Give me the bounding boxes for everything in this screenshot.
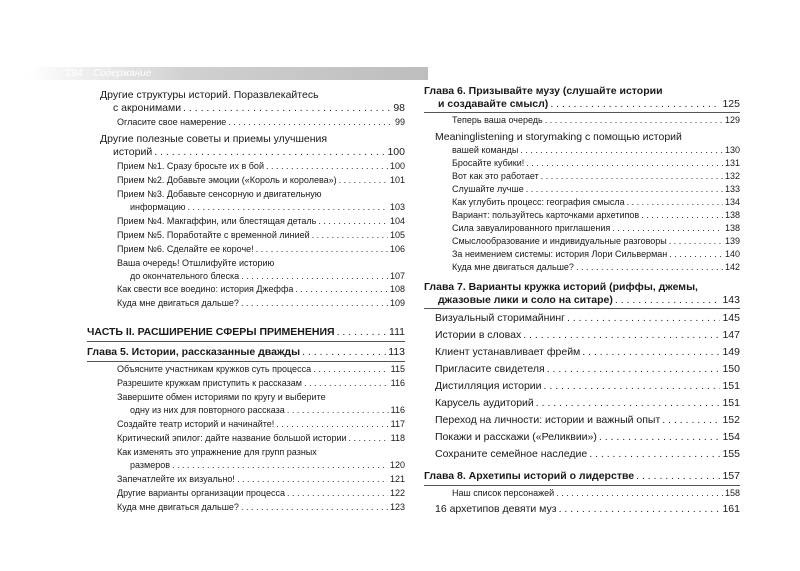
toc-entry[interactable]: Куда мне двигаться дальше? . . . 123 [117,502,405,513]
toc-entry[interactable]: информацию . . . 103 [130,202,405,213]
toc-entry[interactable]: Критический эпилог: дайте название большой истории . . . 118 [117,433,405,444]
toc-entry[interactable]: Куда мне двигаться дальше? . . . 142 [452,262,740,273]
toc-entry[interactable]: Покажи и расскажи («Реликвии») . . . 154 [435,432,740,443]
toc-entry[interactable]: Переход на личности: истории и важный опыт . . . 152 [435,415,740,426]
toc-entry[interactable]: Объясните участникам кружков суть процесса . . . 115 [117,364,405,375]
toc-entry-line: Другие структуры историй. Поразвлекайтесь [100,89,319,101]
toc-entry-line: Прием №3. Добавьте сенсорную и двигательную [117,189,322,199]
toc-entry-line: Завершите обмен историями по кругу и выберите [117,392,326,402]
toc-entry[interactable]: одну из них для повторного рассказа . . . 116 [130,405,405,416]
divider [424,308,740,309]
toc-chapter-heading[interactable]: джазовые лики и соло на ситаре) . . . 143 [438,295,740,306]
toc-chapter-heading-line: Глава 6. Призывайте музу (слушайте истории [424,85,663,97]
toc-part-heading[interactable]: ЧАСТЬ II. РАСШИРЕНИЕ СФЕРЫ ПРИМЕНЕНИЯ . . . 111 [87,327,405,338]
toc-entry[interactable]: Теперь ваша очередь . . . 129 [452,115,740,126]
divider [87,361,405,362]
toc-entry[interactable]: Пригласите свидетеля . . . 150 [435,364,740,375]
toc-chapter-heading-line: Глава 7. Варианты кружка историй (риффы, джемы, [424,281,698,293]
page-number: 284 [66,68,83,79]
section-title: Содержание [93,68,152,79]
toc-entry[interactable]: Дистилляция истории . . . 151 [435,381,740,392]
toc-entry[interactable]: Вариант: пользуйтесь карточками архетипов . . . 138 [452,210,740,221]
toc-entry-line: Другие полезные советы и приемы улучшения [100,133,328,145]
toc-entry[interactable]: вашей команды . . . 130 [452,145,740,156]
divider [87,341,405,342]
toc-entry[interactable]: Бросайте кубики! . . . 131 [452,158,740,169]
toc-entry[interactable]: Другие варианты организации процесса . . . 122 [117,488,405,499]
toc-entry[interactable]: Клиент устанавливает фрейм . . . 149 [435,347,740,358]
toc-entry[interactable]: Визуальный сторимайнинг . . . 145 [435,313,740,324]
toc-entry-line: Ваша очередь! Отшлифуйте историю [117,258,275,268]
toc-entry[interactable]: Прием №1. Сразу бросьте их в бой . . . 100 [117,161,405,172]
toc-entry-line: Как изменять это упражнение для групп разных [117,447,317,457]
toc-entry[interactable]: Прием №5. Поработайте с временной линией . . . 105 [117,230,405,241]
toc-entry[interactable]: 16 архетипов девяти муз . . . 161 [435,504,740,515]
toc-entry[interactable]: Вот как это работает . . . 132 [452,171,740,182]
toc-chapter-heading[interactable]: Глава 8. Архетипы историй о лидерстве . . . 157 [424,471,740,482]
toc-entry[interactable]: с акронимами . . . 98 [113,103,405,114]
toc-entry[interactable]: Карусель аудиторий . . . 151 [435,398,740,409]
toc-entry[interactable]: Наш список персонажей . . . 158 [452,488,740,499]
toc-entry[interactable]: Смыслообразование и индивидуальные разговоры . . . 139 [452,236,740,247]
toc-entry[interactable]: размеров . . . 120 [130,460,405,471]
toc-chapter-heading[interactable]: Глава 5. Истории, рассказанные дважды . . . 113 [87,347,405,358]
toc-entry[interactable]: историй . . . 100 [113,147,405,158]
toc-entry[interactable]: Прием №4. Макгаффин, или блестящая деталь . . . 104 [117,216,405,227]
toc-entry[interactable]: Как свести все воедино: история Джеффа . . . 108 [117,284,405,295]
divider [424,112,740,113]
toc-entry[interactable]: Прием №2. Добавьте эмоции («Король и королева») . . . 101 [117,175,405,186]
toc-entry[interactable]: Разрешите кружкам приступить к рассказам . . . 116 [117,378,405,389]
toc-entry[interactable]: Сохраните семейное наследие . . . 155 [435,449,740,460]
toc-entry[interactable]: Запечатлейте их визуально! . . . 121 [117,474,405,485]
toc-entry[interactable]: Истории в словах . . . 147 [435,330,740,341]
toc-chapter-heading[interactable]: и создавайте смысл) . . . 125 [438,99,740,110]
toc-entry[interactable]: Куда мне двигаться дальше? . . . 109 [117,298,405,309]
toc-entry[interactable]: Как углубить процесс: география смысла . . . 134 [452,197,740,208]
toc-entry[interactable]: Слушайте лучше . . . 133 [452,184,740,195]
divider [424,485,740,486]
toc-entry[interactable]: Создайте театр историй и начинайте! . . . 117 [117,419,405,430]
toc-entry-line: Meaninglistening и storymaking с помощью историй [435,131,682,143]
toc-entry[interactable]: Сила завуалированного приглашения . . . 138 [452,223,740,234]
toc-entry[interactable]: Прием №6. Сделайте ее короче! . . . 106 [117,244,405,255]
page-header-bar [28,67,428,80]
toc-entry[interactable]: Огласите свое намерение . . . 99 [117,117,405,128]
toc-entry[interactable]: до окончательного блеска . . . 107 [130,271,405,282]
toc-entry[interactable]: За неимением системы: история Лори Сильверман . . . 140 [452,249,740,260]
